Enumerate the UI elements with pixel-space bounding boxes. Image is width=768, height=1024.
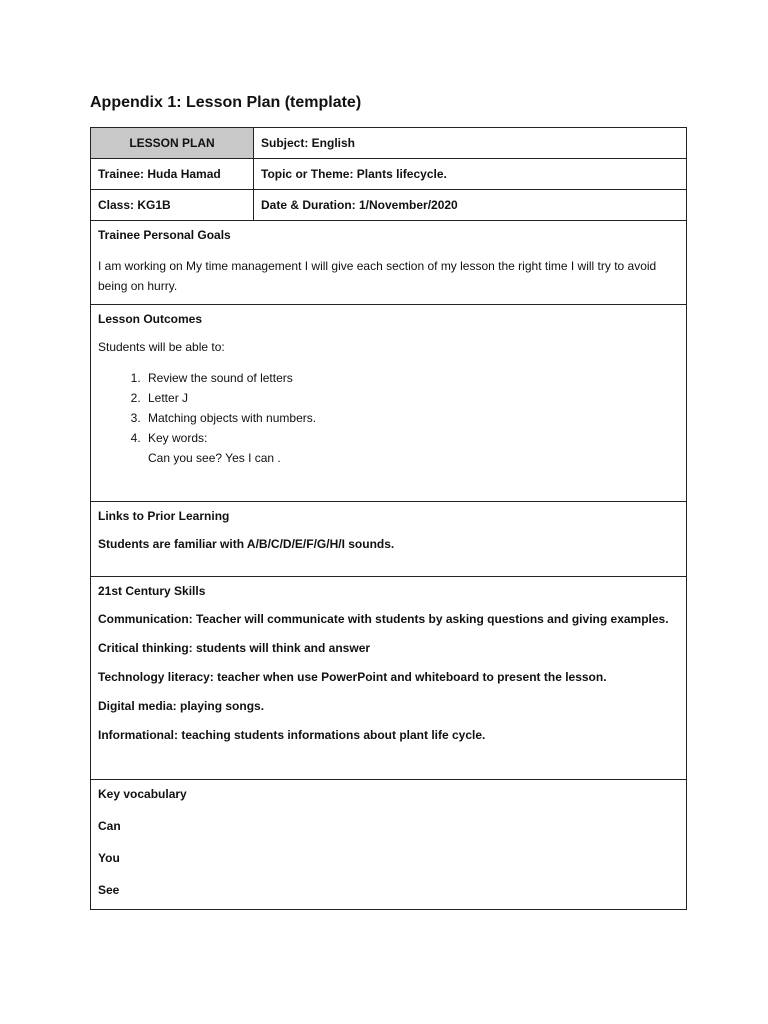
prior-block [91,502,401,576]
vocab-word-can: Can [98,819,121,833]
goals-heading: Trainee Personal Goals [98,228,231,242]
list-item: 4. Key words: [144,428,316,448]
class-cell: Class: KG1B [91,190,254,220]
header-row-1 [91,128,686,159]
outcomes-block [91,305,323,501]
list-item: 3. Matching objects with numbers. [144,408,316,428]
outcomes-section [91,305,686,502]
outcomes-heading: Lesson Outcomes [98,312,203,326]
subject-cell: Subject: English [261,136,356,150]
skills-block [91,577,676,779]
lesson-plan-table [90,127,687,910]
outcomes-continuation: Can you see? Yes I can . [148,451,281,465]
skill-communication: Communication: Teacher will communicate with students by asking questions and giving examples. [98,612,669,626]
skills-heading: 21st Century Skills [98,584,206,598]
skill-critical-thinking: Critical thinking: students will think and answer [98,641,371,655]
goals-block [91,221,686,304]
prior-heading: Links to Prior Learning [98,509,230,523]
list-item: 2. Letter J [144,388,316,408]
skill-technology-literacy: Technology literacy: teacher when use PowerPoint and whiteboard to present the lesson. [98,670,607,684]
outcomes-list [98,368,316,448]
header-row-3 [91,190,686,221]
goals-section [91,221,686,305]
date-cell: Date & Duration: 1/November/2020 [261,198,458,212]
topic-cell: Topic or Theme: Plants lifecycle. [261,167,447,181]
skill-informational: Informational: teaching students informations about plant life cycle. [98,728,486,742]
vocabulary-section [91,780,686,909]
header-row-2 [91,159,686,190]
vocabulary-heading: Key vocabulary [98,787,187,801]
lesson-plan-label: LESSON PLAN [91,128,254,158]
goals-text: I am working on My time management I will give each section of my lesson the right time I will try to avoid being on hurry. [98,259,657,293]
vocab-word-see: See [98,883,120,897]
vocabulary-block [91,780,194,909]
trainee-cell: Trainee: Huda Hamad [91,159,254,189]
prior-learning-section [91,502,686,577]
prior-text: Students are familiar with A/B/C/D/E/F/G/H/I sounds. [98,537,395,551]
page-title: Appendix 1: Lesson Plan (template) [90,94,362,111]
vocab-word-you: You [98,851,120,865]
skill-digital-media: Digital media: playing songs. [98,699,265,713]
list-item: 1. Review the sound of letters [144,368,316,388]
skills-section [91,577,686,780]
outcomes-intro: Students will be able to: [98,340,225,354]
